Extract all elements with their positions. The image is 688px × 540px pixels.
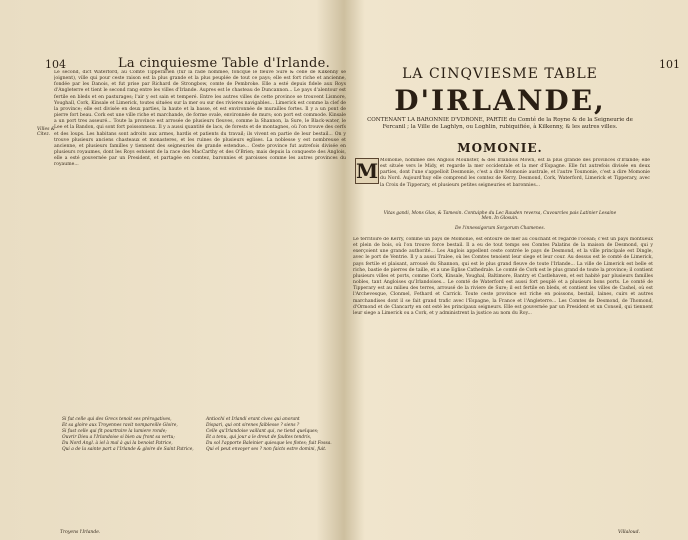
- chapter-title-line-2: D'IRLANDE,: [394, 84, 606, 117]
- intro-paragraph: Momonie, nommée des Anglois Mounster, & des Irlandois Mown, est la plus grande des provinces d'Irlande; elle est située vers le Midy, et regarde la mer occidentale et la mer d'Espagne. Elle fut autrefois divisée en deux parties, dont l'une s'appelloit Desmonie, c'est a dire Momonie australe, et l'autre Toumonie, c'est a dire Momonie du Nord. Aujourd'huy elle comprend les comtez de Kerry, Desmond, Cork, Waterford, Limerick et Tipperary, avec la Croix de Tipperary, et plusieurs petites seigneuries et baronnies...: [380, 158, 650, 188]
- verse-line: Et a tenu, qui jour a le dreut de faultes tendris,: [206, 434, 312, 440]
- verses-column-right: [206, 417, 342, 452]
- left-running-title: La cinquiesme Table d'Irlande.: [118, 56, 331, 71]
- verse-line: Qui a de la sainte part a l'Irlande & gloire de Saint Patrice,: [62, 446, 194, 452]
- left-body-text: Le second, dict Waterford, au Comté Tipperarien (fur la rade nommée, foncque le fleuve Sure & celle de Kilkenny se joignent), ville qui pour ceste raison est la plus grande et la plus peuplée de tout ce pays; elle est fort riche et ancienne, fondée par les Danois, et fut prise par Richard de Strongbow, comte de Pembroke. Elle a esté depuis fidele aux Roys d'Angleterre et tient le second rang entre les villes d'Irlande. Aupres est le chasteau de Duncannon... Le pays d'alentour est fertile en bleds et en pasturages; l'air y est sain et temperé. Entre les autres villes de cette province se trouvent Lismore, Youghall, Cork, Kinsale et Limerick, toutes situées sur la mer ou sur des rivieres navigables... Limerick est comme la clef de la province; elle est divisée en deux parties, la haute et la basse, et est environnée de murailles fortes. Il y a un pont de pierre fort beau. Cork est une ville riche et marchande, de forme ovale, environnée de murs; son port est commode. Kinsale a un port tres asseuré... Toute la province est arrosée de plusieurs fleuves, comme la Shannon, la Sure, le Black-water, le Lee et la Bandon, qui sont fort poissonneux. Il y a aussi quantité de lacs, de forests et de montagnes, où l'on trouve des cerfs et des loups. Les habitans sont adroits aux armes, hardis et patients du travail; ils vivent en partie de leur bestail... On y trouve plusieurs anciens chasteaux et monasteres, et les ruines de plusieurs eglises. La noblesse y est nombreuse et ancienne, et plusieurs familles y tiennent des seigneuries de grande estendue... Ceste province fut autrefois divisée en plusieurs royaumes, dont les Roys estoient de la race des MacCarthy et des O'Brien; mais depuis la conqueste des Anglois, elle a esté gouvernée par un President, et partagée en comtez, baronnies et paroisses comme les autres provinces du royaume...: [54, 70, 346, 168]
- centered-note-1: Vitas gandi, Mons Glas, & Tamesin. Contuiphe du Lec Rauden reversa, Cuvourcles pais Latinier Lesaine Men. In Glosuin.: [383, 211, 617, 222]
- section-heading: MOMONIE.: [457, 141, 543, 155]
- left-page-number: 104: [45, 58, 66, 71]
- right-body-text: Le territoire de Kerry, comme un pays de Momonie, est entouré de mer au couchant et regarde l'ocean; c'est un pays montueux et plein de bois, où l'on trouve force bestail. Il a eu de tout temps ses Comtes Palatins de la maison de Desmond, qui y exerçoient une grande authorité... Les Anglois appellent ceste contrée le pays de Desmond, et la ville principale est Dingle, avec le port de Ventrie. Il y a aussi Tralee, où les Comtes tenoient leur siege et leur cour. Au dessus est le comté de Limerick, pays fertile et plaisant, arrousé du Shannon, qui est le plus grand fleuve de toute l'Irlande... La ville de Limerick est belle et riche, bastie de pierres de taille, et a une Eglise Cathedrale. Le comté de Cork est le plus grand de toute la province; il contient plusieurs villes et ports, comme Cork, Kinsale, Youghal, Baltimore, Bantry et Castlehaven, et est habité par plusieurs familles nobles, tant Angloises qu'Irlandoises... Le comté de Waterford est aussi fort peuplé et a plusieurs bons ports. Le comté de Tipperary est au milieu des terres, arrousé de la riviere de Sure; il est fertile en bleds, et contient les villes de Cashel, où est l'Archevesque, Clonmel, Fethard et Carrick. Toute ceste province est riche en poissons, bestail, laines, cuirs et autres marchandises dont il se fait grand trafic avec l'Espagne, la France et l'Angleterre... Les Comtes de Desmond, de Thomond, d'Ormond et de Clancarty en ont esté les principaux seigneurs. Elle est gouvernée par un President et un Conseil, qui tiennent leur siege a Limerick ou a Cork, et y administrent la justice au nom du Roy...: [353, 237, 653, 316]
- right-page-number: 101: [659, 58, 680, 71]
- verse-line: Du sol l'apporte Baleinier quiesque les flotes; fuit Fossa.: [206, 440, 332, 446]
- verses-column-left: [62, 417, 198, 452]
- drop-cap: M: [356, 159, 379, 183]
- verse-line: Si fust celle qui fit pourtraire la lumiere ronde;: [62, 428, 167, 434]
- chapter-subtitle: CONTENANT LA BARONNIE D'VDRONE, PARTIE du Comté de la Royne & de la Seigneurie de Fercanil ; la Ville de Laghlyn, ou Loghlin, rubiquifiée, à Kilkenny, & les autres villes.: [367, 117, 633, 130]
- verse-line: Et sa gloire aux Troyennes ravit nompareille Gloire,: [62, 422, 178, 428]
- signature: Villaloud.: [618, 530, 640, 535]
- left-verses: [62, 417, 342, 452]
- verse-line: Si fut celle qui des Grecs tenoit ses prérogatives,: [62, 417, 172, 422]
- left-margin-note: Villes & Citez.: [37, 127, 55, 137]
- verse-line: Qui el peut envoyer ses ? non faicts estre domini, fuit.: [206, 446, 327, 452]
- verse-line: Du Nord Angl. à iel à mal à qui la benoist Patrice,: [62, 440, 173, 446]
- chapter-title-line-1: LA CINQVIESME TABLE: [402, 66, 598, 82]
- verse-line: Celle qu'Irlandoise vaillant qui, ne tiend quelques;: [206, 428, 319, 434]
- centered-note-2: De l'innessigorum Sorgorum Chamenes.: [455, 226, 545, 231]
- verse-line: Dispari, qui ont sirenes faiblesse ? siens ?: [206, 422, 300, 428]
- verse-line: Antiochi et Irlandi erant cives qui anorant: [206, 417, 300, 422]
- verse-line: Ouvrir Dieu a l'Irlandoise si bien au front sa vertu;: [62, 434, 175, 440]
- left-endnote: Troyens l'Irlande.: [60, 530, 101, 535]
